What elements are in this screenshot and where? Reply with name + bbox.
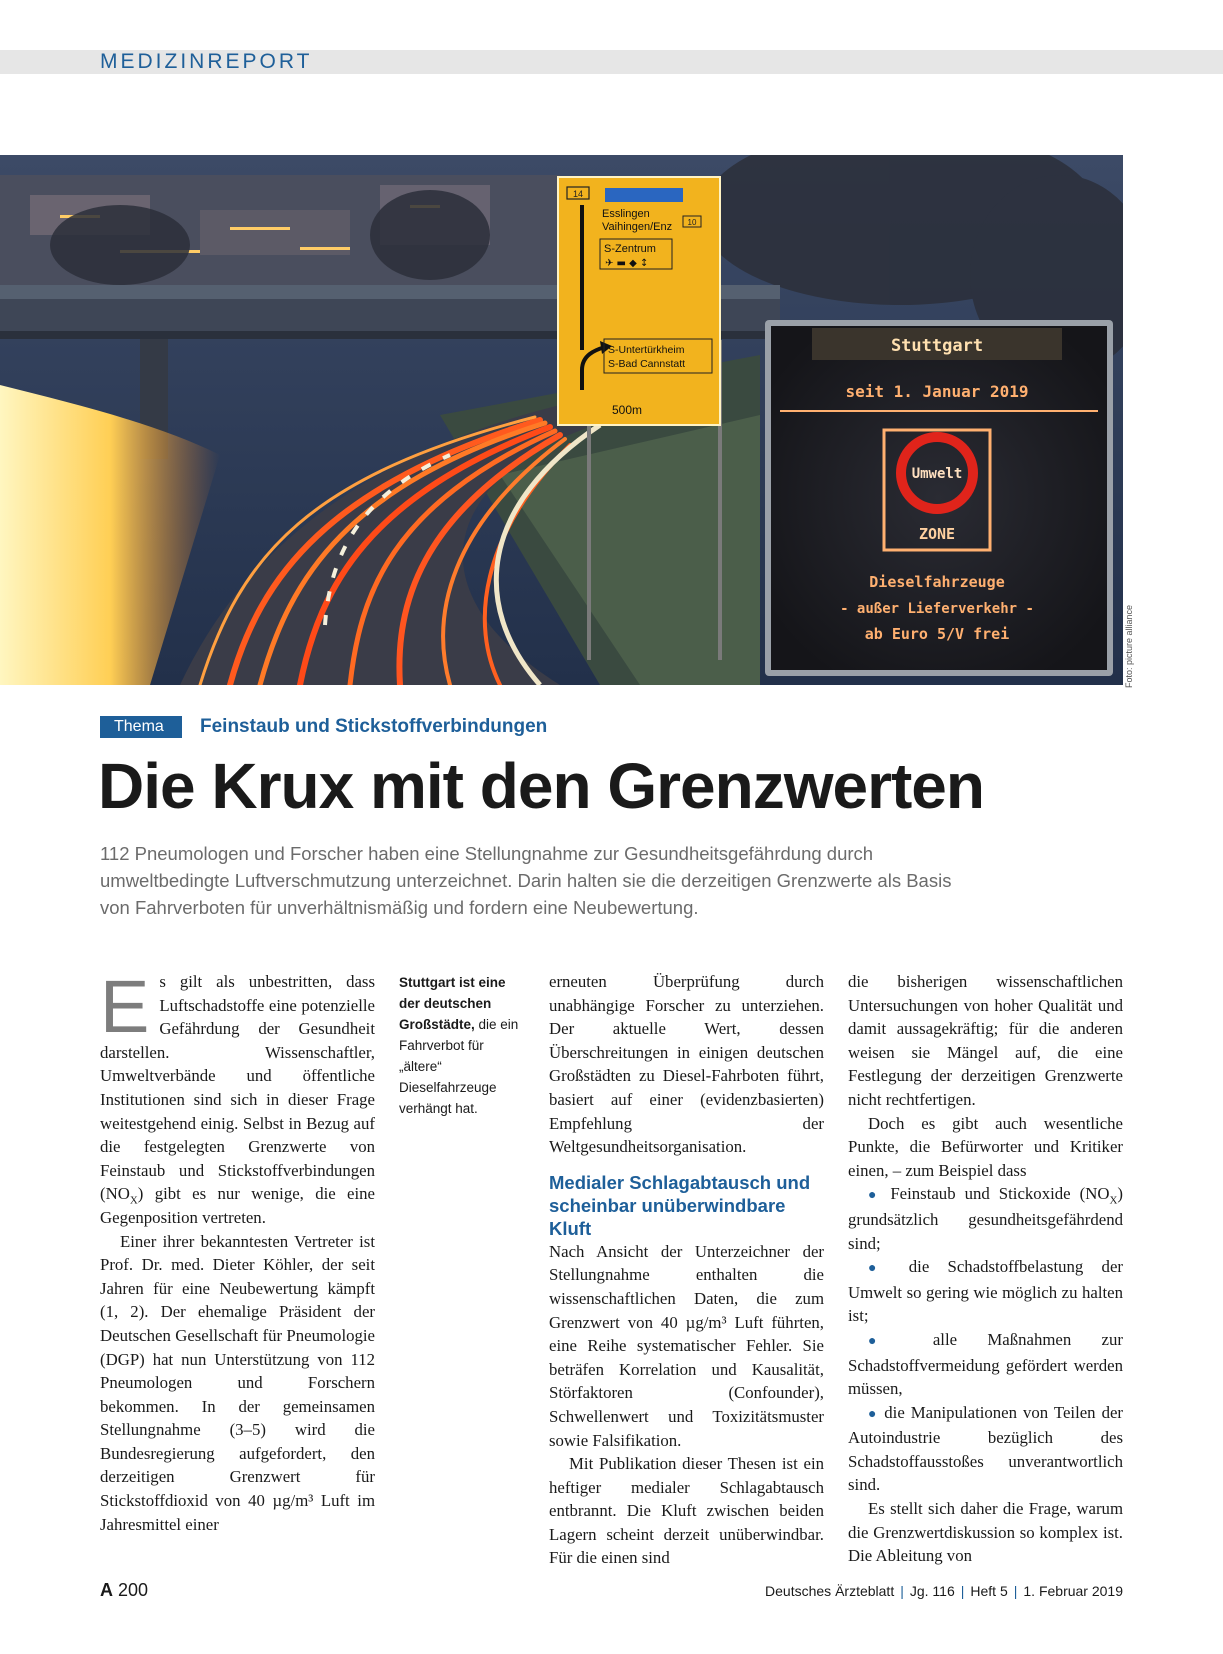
- list-item-text: Feinstaub und Stickoxide (NO: [890, 1184, 1110, 1204]
- journal-name: Deutsches Ärzteblatt: [765, 1583, 895, 1599]
- kicker: [100, 716, 547, 738]
- list-item: [848, 1328, 1123, 1401]
- led-city: Stuttgart: [890, 336, 984, 356]
- sign-destination-1: Esslingen: [602, 208, 650, 220]
- led-zone-bottom: ZONE: [918, 525, 956, 543]
- paragraph-text: ) gibt es nur wenige, die eine Gegenposition vertreten.: [100, 1184, 375, 1227]
- article-lead: 112 Pneumologen und Forscher haben eine Stellungnahme zur Gesundheitsgefährdung durch umweltbedingte Luftverschmutzung unterzeichnet. Darin halten sie die derzeitigen Grenzwerte als Basis von Fahrverboten für unverhältnismäßig und fordern eine Neubewertung.: [100, 843, 952, 918]
- photo-credit-text: Foto: picture alliance: [1124, 604, 1134, 688]
- photo-credit: [1124, 604, 1138, 688]
- paragraph: Einer ihrer bekanntesten Vertreter ist Prof. Dr. med. Dieter Köhler, der seit Jahren für eine Neubewertung kämpft (1, 2). Der ehemalige Präsident der Deutschen Gesellschaft für Pneumologie (DGP) hat nun Unterstützung von 112 Pneumologen und Forschern bekommen. In der gemeinsamen Stellungnahme (3–5) wird die Bundesregierung aufgefordert, den derzeitigen Grenzwert für Stickstoffdioxid von 40 µg/m³ Luft im Jahresmittel einer: [100, 1231, 375, 1534]
- bullet-icon: ●: [868, 1333, 903, 1349]
- separator: |: [900, 1583, 904, 1599]
- airport-icon: ✈ ▬ ◆ ↕: [605, 258, 649, 269]
- bullet-icon: ●: [868, 1406, 879, 1422]
- section-label: MEDIZINREPORT: [100, 50, 313, 73]
- led-zone-top: Umwelt: [911, 466, 963, 482]
- paragraph: Es stellt sich daher die Frage, warum die Grenzwertdiskussion so komplex ist. Die Ableitung von: [848, 1499, 1123, 1566]
- sign-route-number: 10: [687, 218, 697, 227]
- paragraph: Doch es gibt auch wesentliche Punkte, die Befürworter und Kritiker einen, – zum Beispiel dass: [848, 1113, 1123, 1180]
- led-line-3: ab Euro 5/V frei: [864, 625, 1010, 643]
- sign-destination-4: S-Untertürkheim: [608, 344, 685, 356]
- list-item: [848, 1401, 1123, 1497]
- journal-volume: Jg. 116: [909, 1583, 955, 1599]
- text-column-3: [848, 970, 1123, 1568]
- subscript: X: [129, 1194, 138, 1207]
- led-since: seit 1. Januar 2019: [845, 382, 1029, 401]
- page-number: [100, 1580, 148, 1601]
- subheading: Medialer Schlagabtausch und scheinbar unüberwindbare Kluft: [549, 1171, 811, 1239]
- paragraph: erneuten Überprüfung durch unabhängige Forscher zu unterziehen. Der aktuelle Wert, dessen Überschreitungen in einigen deutschen Großstädten zu Diesel-Fahrboten führt, basiert auf einer (evidenzbasierten) Empfehlung der Weltgesundheitsorganisation.: [549, 972, 824, 1157]
- list-item-text: alle Maßnahmen zur Schadstoffvermeidung gefördert werden müssen,: [848, 1329, 1123, 1399]
- sign-distance: 500m: [612, 403, 643, 417]
- paragraph: Mit Publikation dieser Thesen ist ein heftiger medialer Schlagabtausch entbrannt. Die Kluft zwischen beiden Lagern scheint derzeit unüberwindbar. Für die einen sind: [549, 1454, 824, 1568]
- caption-text: die ein Fahrverbot für „ältere“ Dieselfahrzeuge verhängt hat.: [399, 1017, 519, 1116]
- journal-issue: Heft 5: [970, 1583, 1008, 1599]
- sign-destination-5: S-Bad Cannstatt: [608, 358, 686, 370]
- list-item-text: die Manipulationen von Teilen der Autoindustrie bezüglich des Schadstoffausstoßes unverantwortlich sind.: [848, 1402, 1123, 1495]
- text-column-1: [100, 965, 375, 1536]
- paragraph: Nach Ansicht der Unterzeichner der Stellungnahme enthalten die wissenschaftlichen Daten, die zum Grenzwert von 40 µg/m³ Luft führten, eine Reihe systematischer Fehler. Sie beträfen Korrelation und Kausalität, Störfaktoren (Confounder), Schwellenwert und Toxizitätsmuster sowie Falsifikation.: [549, 1241, 824, 1450]
- journal-info: [765, 1583, 1123, 1599]
- bullet-icon: ●: [868, 1188, 882, 1204]
- paragraph: die bisherigen wissenschaftlichen Untersuchungen von hoher Qualität und damit aussagekräftig; für die anderen weisen sie Mängel auf, die eine Festlegung der derzeitigen Grenzwerte nicht rechtfertigen.: [848, 972, 1123, 1109]
- article-photo: [0, 155, 1123, 685]
- thema-badge: Thema: [100, 716, 182, 738]
- list-item: [848, 1182, 1123, 1255]
- bullet-icon: ●: [868, 1261, 891, 1277]
- separator: |: [1013, 1583, 1018, 1599]
- subscript: X: [1109, 1194, 1118, 1207]
- article-title: Die Krux mit den Grenzwerten: [98, 750, 984, 822]
- list-item-text: ) grundsätzlich gesundheitsgefährdend sind;: [848, 1184, 1123, 1253]
- journal-date: 1. Februar 2019: [1023, 1583, 1123, 1599]
- paragraph: [100, 965, 375, 1230]
- list-item-text: die Schadstoffbelastung der Umwelt so gering wie möglich zu halten ist;: [848, 1257, 1123, 1326]
- caption-bold: Stuttgart ist eine der deutschen Großstädte,: [399, 975, 506, 1032]
- separator: |: [960, 1583, 965, 1599]
- paragraph-text: s gilt als unbestritten, dass Luftschadstoffe eine potenzielle Gefährdung der Gesundheit darstellen. Wissenschaftler, Umweltverbände und öffentliche Institutionen sind sich in dieser Frage weitestgehend einig. Selbst in Bezug auf die festgelegten Grenzwerte von Feinstaub und Stickstoffverbindungen (NO: [100, 972, 375, 1204]
- sign-destination-2: Vaihingen/Enz: [602, 221, 673, 233]
- page-prefix: A: [100, 1580, 113, 1600]
- text-column-2: [549, 970, 824, 1570]
- led-line-1: Dieselfahrzeuge: [869, 573, 1005, 591]
- led-line-2: - außer Lieferverkehr -: [840, 601, 1034, 617]
- drop-cap: E: [100, 965, 150, 1048]
- page-number-value: 200: [118, 1580, 149, 1600]
- photo-caption: [399, 972, 524, 1119]
- kicker-text: Feinstaub und Stickstoffverbindungen: [200, 716, 548, 737]
- sign-destination-3: S-Zentrum: [604, 243, 656, 255]
- list-item: [848, 1255, 1123, 1328]
- sign-exit-number: 14: [572, 189, 584, 199]
